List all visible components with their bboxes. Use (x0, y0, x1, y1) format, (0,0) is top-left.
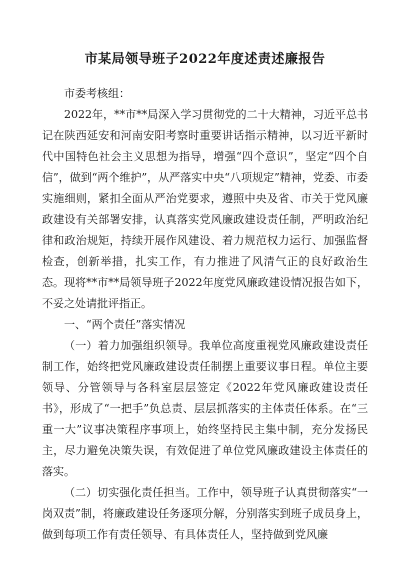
subsection-paragraph-1: （一）着力加强组织领导。我单位高度重视党风廉政建设责任制工作，始终把党风廉政建设责任制摆上重要议事日程。单位主要领导、分管领导与各科室层层签定《2022年党风廉政建设责任书》，形成了“一把手”负总责、层层抓落实的主体责任体系。在“三重一大”议事决策程序事项上，始终坚持民主集中制，充分发扬民主，尽力避免决策失误，有效促进了单位党风廉政建设主体责任的落实。 (42, 339, 368, 478)
section-heading: 一、“两个责任”落实情况 (64, 318, 186, 331)
subsection-paragraph-2: （二）切实强化责任担当。工作中，领导班子认真贯彻落实“一岗双责”制，将廉政建设任务逐项分解，分别落实到班子成员身上，做到每项工作有责任领导、有具体责任人，坚持做到党风廉 (42, 486, 368, 541)
document-title: 市某局领导班子2022年度述责述廉报告 (84, 52, 326, 67)
salutation: 市委考核组： (64, 87, 130, 100)
intro-paragraph: 2022年，**市**局深入学习贯彻党的二十大精神，习近平总书记在陕西延安和河南安阳考察时重要讲话指示精神，以习近平新时代中国特色社会主义思想为指导，增强“四个意识”，坚定“四个自信”，做到“两个维护”，从严落实中央“八项规定”精神，党委、市委实施细则，紧扣全面从严治党要求，遵照中央及省、市关于党风廉政建设有关部署安排，认真落实党风廉政建设责任制，严明政治纪律和政治规矩，持续开展作风建设、着力规范权力运行、加强监督检查，创新举措，扎实工作，有力推进了风清气正的良好政治生态。现将**市**局领导班子2022年度党风廉政建设情况报告如下，不妥之处请批评指正。 (42, 108, 368, 310)
